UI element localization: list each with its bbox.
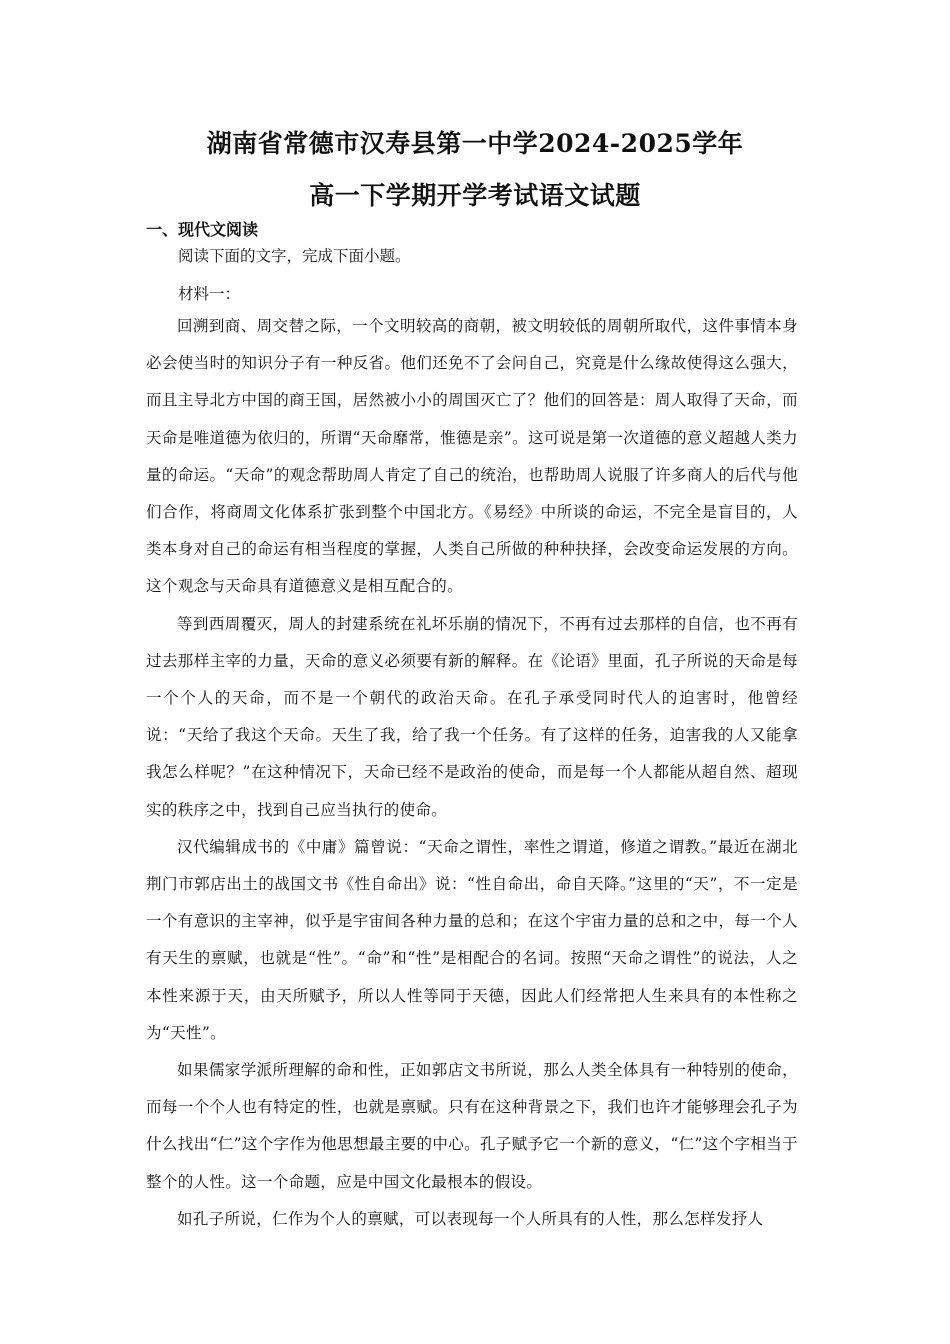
- passage-paragraph-2: 等到西周覆灭，周人的封建系统在礼坏乐崩的情况下，不再有过去那样的自信，也不再有过去那样主宰的力量，天命的意义必须要有新的解释。在《论语》里面，孔子所说的天命是每一个个人的天命，而不是一个朝代的政治天命。在孔子承受同时代人的迫害时，他曾经说：“天给了我这个天命。天生了我，给了我一个任务。有了这样的任务，迫害我的人又能拿我怎么样呢？”在这种情况下，天命已经不是政治的使命，而是每一个人都能从超自然、超现实的秩序之中，找到自己应当执行的使命。: [146, 614, 798, 819]
- passage-body: [146, 308, 798, 1238]
- passage-paragraph-5: 如孔子所说，仁作为个人的禀赋，可以表现每一个人所具有的人性，那么怎样发抒人: [177, 1209, 764, 1228]
- section-heading: 一、现代文阅读: [146, 220, 259, 239]
- passage-paragraph-3: 汉代编辑成书的《中庸》篇曾说：“天命之谓性，率性之谓道，修道之谓教。”最近在湖北荆门市郭店出土的战国文书《性自命出》说：“性自命出，命自天降。”这里的“天”，不一定是一个有意识的主宰神，似乎是宇宙间各种力量的总和；在这个宇宙力量的总和之中，每一个人有天生的禀赋，也就是“性”。“命”和“性”是相配合的名词。按照“天命之谓性”的说法，人之本性来源于天，由天所赋予，所以人性等同于天德，因此人们经常把人生来具有的本性称之为“天性”。: [146, 837, 798, 1042]
- passage-paragraph-1: 回溯到商、周交替之际，一个文明较高的商朝，被文明较低的周朝所取代，这件事情本身必会使当时的知识分子有一种反省。他们还免不了会问自己，究竟是什么缘故使得这么强大，而且主导北方中国的商王国，居然被小小的周国灭亡了？他们的回答是：周人取得了天命，而天命是唯道德为依归的，所谓“天命靡常，惟德是亲”。这可说是第一次道德的意义超越人类力量的命运。“天命”的观念帮助周人肯定了自己的统治，也帮助周人说服了许多商人的后代与他们合作，将商周文化体系扩张到整个中国北方。《易经》中所谈的命运，不完全是盲目的，人类本身对自己的命运有相当程度的掌握，人类自己所做的种种抉择，会改变命运发展的方向。这个观念与天命具有道德意义是相互配合的。: [146, 317, 798, 596]
- reading-instruction: 阅读下面的文字，完成下面小题。: [178, 247, 411, 265]
- document-title-line1: 湖南省常德市汉寿县第一中学2024-2025学年: [206, 129, 744, 158]
- document-title-line2: 高一下学期开学考试语文试题: [309, 181, 641, 210]
- material-label: 材料一：: [178, 285, 241, 303]
- passage-paragraph-4: 如果儒家学派所理解的命和性，正如郭店文书所说，那么人类全体具有一种特别的使命，而每一个个人也有特定的性，也就是禀赋。只有在这种背景之下，我们也许才能够理会孔子为什么找出“仁”这个字作为他思想最主要的中心。孔子赋予它一个新的意义，“仁”这个字相当于整个的人性。这一个命题，应是中国文化最根本的假设。: [146, 1061, 798, 1191]
